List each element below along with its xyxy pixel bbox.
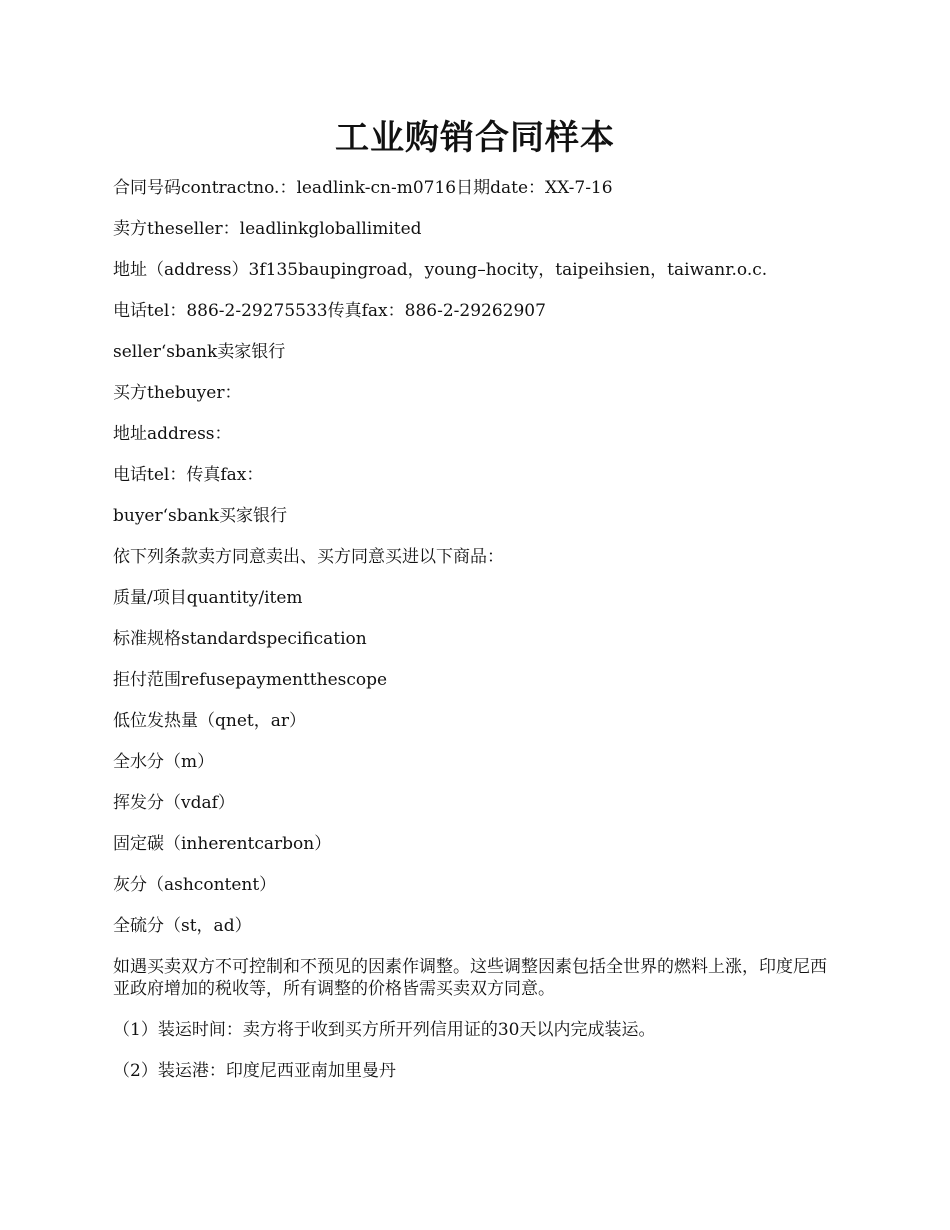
price-adjustment-paragraph: 如遇买卖双方不可控制和不预见的因素作调整。这些调整因素包括全世界的燃料上涨，印度尼西亚政府增加的税收等，所有调整的价格皆需买卖双方同意。 [113,957,827,999]
total-sulfur-line: 全硫分（st，ad） [113,916,252,936]
quality-item-line: 质量/项目quantity/item [113,588,303,608]
seller-address-line: 地址（address）3f135baupingroad，young–hocity，taipeihsien，taiwanr.o.c. [113,260,768,280]
seller-bank-line: seller‘sbank卖家银行 [113,342,286,362]
total-moisture-line: 全水分（m） [113,752,215,772]
terms-intro-line: 依下列条款卖方同意卖出、买方同意买进以下商品： [113,547,504,567]
fixed-carbon-line: 固定碳（inherentcarbon） [113,834,332,854]
volatile-matter-line: 挥发分（vdaf） [113,793,235,813]
document-title: 工业购销合同样本 [335,118,615,158]
net-calorific-line: 低位发热量（qnet，ar） [113,711,306,731]
buyer-line: 买方thebuyer： [113,383,242,403]
shipment-time-line: （1）装运时间：卖方将于收到买方所开列信用证的30天以内完成装运。 [113,1020,656,1040]
seller-phone-fax-line: 电话tel：886-2-29275533传真fax：886-2-29262907 [113,301,546,321]
buyer-phone-fax-line: 电话tel：传真fax： [113,465,264,485]
seller-line: 卖方theseller：leadlinkgloballimited [113,219,422,239]
buyer-bank-line: buyer‘sbank买家银行 [113,506,288,526]
refuse-payment-line: 拒付范围refusepaymentthescope [113,670,388,690]
contract-number-line: 合同号码contractno.：leadlink-cn-m0716日期date：XX-7-16 [113,178,613,198]
standard-spec-line: 标准规格standardspecification [113,629,367,649]
loading-port-line: （2）装运港：印度尼西亚南加里曼丹 [113,1061,396,1081]
document-body [113,177,843,1101]
buyer-address-line: 地址address： [113,424,232,444]
ash-content-line: 灰分（ashcontent） [113,875,277,895]
